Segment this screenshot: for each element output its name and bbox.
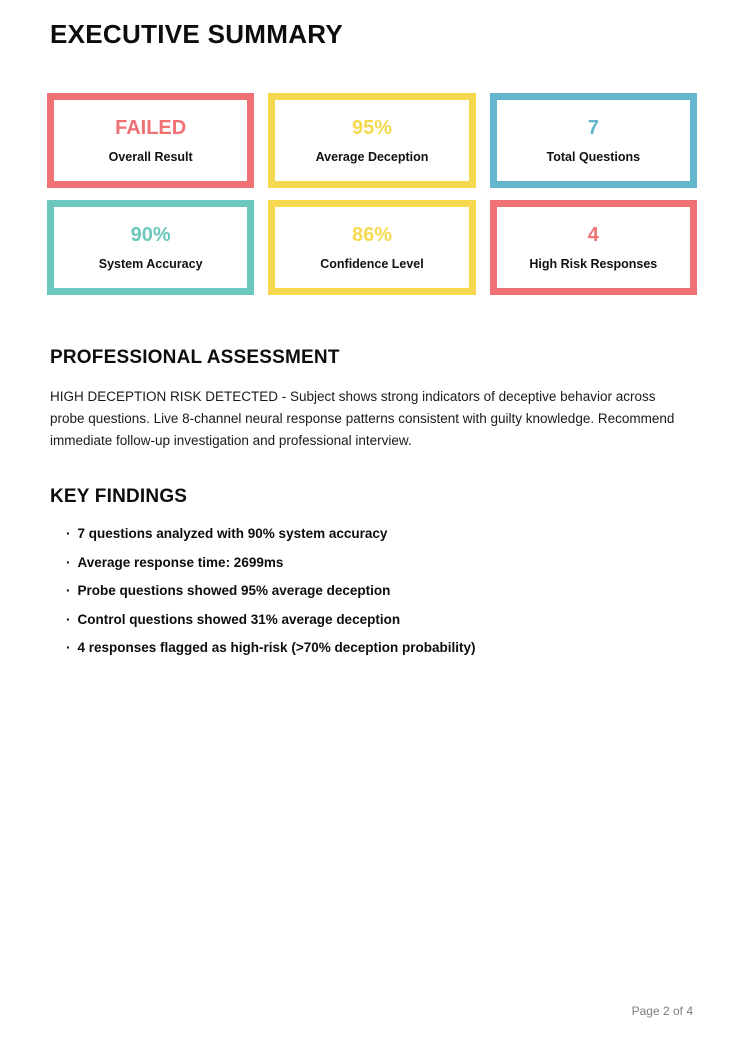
metric-value: FAILED [115,116,187,139]
finding-text: Control questions showed 31% average deception [77,611,401,627]
finding-text: Average response time: 2699ms [77,554,284,570]
assessment-line: HIGH DECEPTION RISK DETECTED - Subject shows strong indicators of deceptive behavior across [50,389,656,404]
finding-text: 4 responses flagged as high-risk (>70% deception probability) [77,640,476,656]
metric-value: 90% [130,223,171,246]
metric-label: Average Deception [315,149,429,164]
bullet-icon: · [66,640,71,656]
metric-card-system-accuracy [47,200,254,295]
metric-card-overall-result [47,93,254,188]
finding-item [66,634,475,663]
finding-item [66,606,475,635]
metric-card-confidence-level [268,200,475,295]
page-number: Page 2 of 4 [631,1004,693,1018]
metric-card-average-deception [268,93,475,188]
metric-value: 86% [351,223,392,246]
summary-cards-grid [47,93,697,295]
metric-label: Total Questions [546,149,641,164]
metric-label: Confidence Level [320,256,424,271]
metric-label: High Risk Responses [529,256,658,271]
key-findings-heading: KEY FINDINGS [50,486,188,507]
metric-value: 95% [351,116,392,139]
metric-value: 4 [587,223,599,246]
key-findings-list [66,520,475,663]
bullet-icon: · [66,526,71,541]
metric-card-total-questions [490,93,697,188]
metric-label: System Accuracy [98,256,203,271]
finding-text: Probe questions showed 95% average deception [77,583,391,599]
metric-card-high-risk-responses [490,200,697,295]
finding-text: 7 questions analyzed with 90% system accuracy [77,526,388,541]
metric-value: 7 [587,116,599,139]
metric-label: Overall Result [108,149,193,164]
bullet-icon: · [66,554,71,570]
assessment-line: probe questions. Live 8-channel neural response patterns consistent with guilty knowledge. Recommend [50,411,675,426]
assessment-line: immediate follow-up investigation and professional interview. [50,433,412,448]
bullet-icon: · [66,583,71,599]
bullet-icon: · [66,611,71,627]
professional-assessment-body [50,386,710,452]
finding-item [66,549,475,578]
finding-item [66,577,475,606]
finding-item [66,520,475,549]
page-title: EXECUTIVE SUMMARY [50,19,344,49]
professional-assessment-heading: PROFESSIONAL ASSESSMENT [50,347,340,368]
